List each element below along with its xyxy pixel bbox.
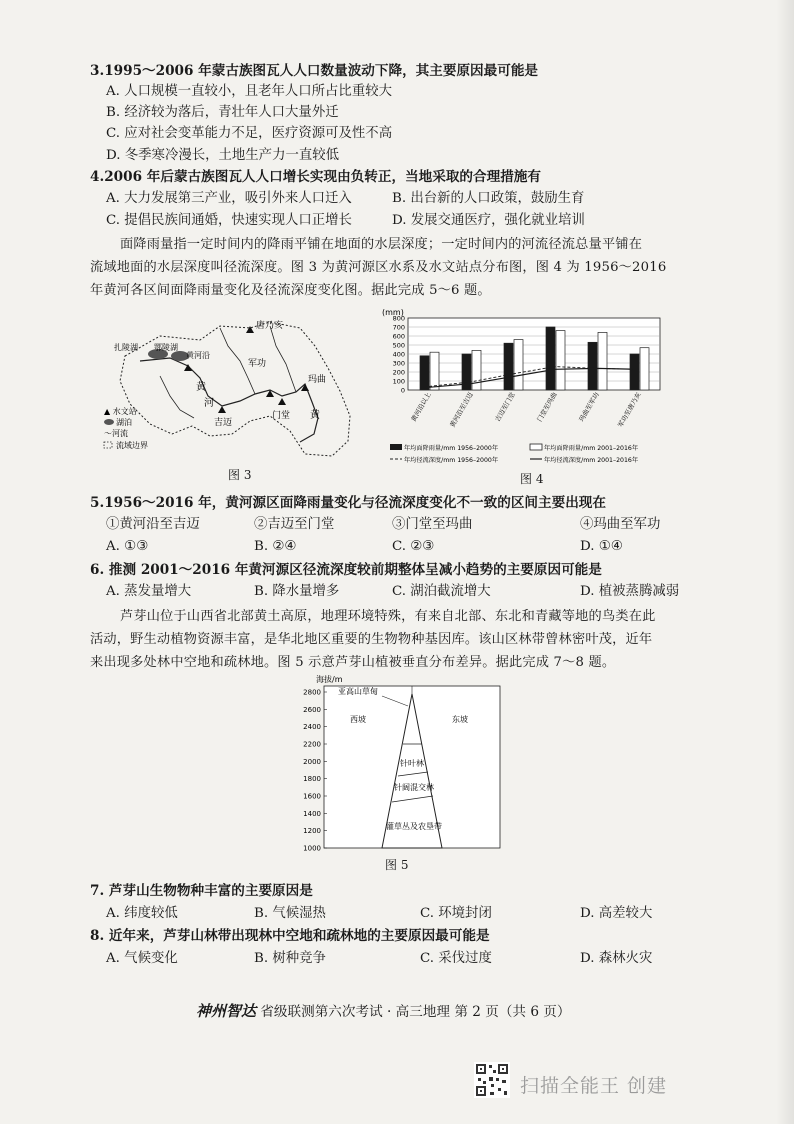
- q3-option-d[interactable]: D. 冬季寒冷漫长，土地生产力一直较低: [106, 148, 340, 163]
- q7-option-b[interactable]: B. 气候湿热: [254, 906, 326, 921]
- q8-option-b[interactable]: B. 树种竞争: [254, 951, 326, 966]
- fig3-caption: 图 3: [228, 468, 252, 482]
- q8-option-d[interactable]: D. 森林火灾: [580, 951, 653, 966]
- fig5-east: 东坡: [452, 715, 468, 724]
- fig5-tick-label: 1000: [303, 844, 321, 853]
- label-river-he: 河: [204, 398, 214, 409]
- bar-2-3: [514, 340, 523, 390]
- category-label-2: 黄河沿至吉迈: [448, 391, 475, 429]
- y-tick-label: 600: [392, 332, 405, 341]
- footer-text: 省级联测第六次考试 · 高三地理 第 2 页（共 6 页）: [256, 1004, 571, 1020]
- q4-option-d[interactable]: D. 发展交通医疗，强化就业培训: [392, 213, 585, 228]
- legend4-label: 年均径流深度/mm 2001–2016年: [544, 457, 639, 464]
- fig5-diagram: [290, 672, 510, 856]
- q4-stem: 4.2006 年后蒙古族图瓦人人口增长实现由负转正，当地采取的合理措施有: [90, 169, 541, 185]
- label-mentang: 门堂: [272, 411, 291, 421]
- passage1-line1: 面降雨量指一定时间内的降雨平铺在地面的水层深度；一定时间内的河流径流总量平铺在: [120, 237, 643, 252]
- river-trib2: [270, 326, 296, 392]
- legend-river: ～河流: [104, 429, 128, 438]
- fig3-map: [100, 306, 370, 466]
- q8-option-c[interactable]: C. 采伐过度: [420, 951, 492, 966]
- bar-2-4: [556, 331, 565, 390]
- legend1-swatch: [390, 444, 402, 450]
- fig5-tick-label: 2000: [303, 757, 321, 766]
- q5-option-b[interactable]: B. ②④: [254, 539, 297, 554]
- fig5-tick-label: 2800: [303, 688, 321, 697]
- q6-stem: 6. 推测 2001～2016 年黄河源区径流深度较前期整体呈减小趋势的主要原因可能是: [90, 562, 602, 578]
- fig5-tick-label: 1600: [303, 792, 321, 801]
- bar-1-3: [504, 343, 513, 390]
- fig4-caption: 图 4: [520, 472, 544, 486]
- y-tick-label: 500: [392, 341, 405, 350]
- q3-stem: 3.1995～2006 年蒙古族图瓦人人口数量波动下降，其主要原因最可能是: [90, 63, 539, 79]
- river-trib3: [160, 376, 194, 418]
- passage2-line1: 芦芽山位于山西省北部黄土高原，地理环境特殊，有来自北部、东北和青藏等地的鸟类在此: [120, 609, 656, 624]
- station-jimai: [218, 406, 226, 413]
- bar-2-2: [472, 350, 481, 390]
- fig5-zone-conifer: 针叶林: [400, 759, 424, 768]
- y-tick-label: 700: [392, 323, 405, 332]
- label-river-huang-2: 黄: [310, 410, 320, 421]
- q5-stem: 5.1956～2016 年，黄河源区面降雨量变化与径流深度变化不一致的区间主要出现在: [90, 495, 606, 511]
- fig5-tick-label: 2400: [303, 723, 321, 732]
- fig4-chart: [380, 306, 680, 470]
- q8-stem: 8. 近年来，芦芽山林带出现林中空地和疏林地的主要原因最可能是: [90, 928, 490, 944]
- q5-item-3: ③门堂至玛曲: [392, 517, 473, 532]
- y-tick-label: 0: [400, 386, 405, 395]
- q5-item-4: ④玛曲至军功: [580, 517, 661, 532]
- scan-edge-shadow: [776, 0, 794, 1124]
- category-label-1: 黄河沿以上: [409, 391, 433, 424]
- label-zhalinghu: 扎陵湖: [114, 343, 138, 352]
- fig5-zone-shrub: 灌草丛及农垦带: [386, 822, 442, 831]
- legend1-label: 年均面降雨量/mm 1956–2000年: [404, 445, 499, 452]
- y-tick-label: 800: [392, 314, 405, 323]
- q7-option-c[interactable]: C. 环境封闭: [420, 906, 492, 921]
- q7-option-d[interactable]: D. 高差较大: [580, 906, 653, 921]
- bar-1-1: [420, 356, 429, 390]
- fig5-tick-label: 1200: [303, 827, 321, 836]
- y-tick-label: 200: [392, 368, 405, 377]
- page-footer: [196, 1000, 570, 1021]
- station-maqu: [301, 384, 309, 391]
- fig5-west: 西坡: [350, 715, 366, 724]
- bar-1-5: [588, 342, 597, 390]
- q6-option-b[interactable]: B. 降水量增多: [254, 584, 340, 599]
- bar-2-6: [640, 348, 649, 390]
- y-ticks: [393, 315, 405, 395]
- legend-boundary: 流域边界: [116, 441, 148, 450]
- fig5-tick-label: 1800: [303, 775, 321, 784]
- y-tick-label: 100: [392, 377, 405, 386]
- fig5-peak-label: 亚高山草甸: [338, 687, 378, 696]
- q5-item-1: ①黄河沿至吉迈: [106, 517, 200, 532]
- q6-option-a[interactable]: A. 蒸发量增大: [106, 584, 192, 599]
- q5-option-a[interactable]: A. ①③: [106, 539, 149, 554]
- y-tick-label: 300: [392, 359, 405, 368]
- scanner-watermark: 扫描全能王 创建: [520, 1075, 668, 1097]
- y-tick-label: 400: [392, 350, 405, 359]
- qr-code-icon: [474, 1062, 510, 1098]
- fig5-caption: 图 5: [385, 858, 409, 872]
- bar-2-1: [430, 352, 439, 390]
- q4-option-a[interactable]: A. 大力发展第三产业，吸引外来人口迁入: [106, 191, 352, 206]
- q4-option-b[interactable]: B. 出台新的人口政策，鼓励生育: [392, 191, 585, 206]
- q4-option-c[interactable]: C. 提倡民族间通婚，快速实现人口正增长: [106, 213, 352, 228]
- category-label-4: 门堂至玛曲: [535, 391, 559, 424]
- label-jungong: 军功: [248, 359, 267, 369]
- fig4-unit: (mm): [382, 308, 404, 317]
- q3-option-a[interactable]: A. 人口规模一直较小，且老年人口所占比重较大: [106, 84, 392, 99]
- category-label-6: 军功至唐乃亥: [616, 391, 643, 429]
- q6-option-c[interactable]: C. 湖泊截流增大: [392, 584, 491, 599]
- label-maqu: 玛曲: [308, 375, 327, 385]
- legend2-label: 年均面降雨量/mm 2001–2016年: [544, 445, 639, 452]
- label-river-huang: 黄: [196, 382, 206, 393]
- category-label-5: 玛曲至军功: [577, 391, 601, 424]
- q5-option-c[interactable]: C. ②③: [392, 539, 435, 554]
- passage1-line3: 年黄河各区间面降雨量变化及径流深度变化图。据此完成 5～6 题。: [90, 283, 491, 298]
- q5-item-2: ②吉迈至门堂: [254, 517, 335, 532]
- q3-option-b[interactable]: B. 经济较为落后，青壮年人口大量外迁: [106, 105, 339, 120]
- passage2-line2: 活动，野生动植物资源丰富，是华北地区重要的生物物种基因库。该山区林带曾林密叶茂，近年: [90, 632, 653, 647]
- bar-1-4: [546, 327, 555, 390]
- q6-option-d[interactable]: D. 植被蒸腾减弱: [580, 584, 680, 599]
- fig5-tick-label: 1400: [303, 809, 321, 818]
- station-mentang: [278, 398, 286, 405]
- legend-lake: 湖泊: [116, 418, 132, 427]
- q5-option-d[interactable]: D. ①④: [580, 539, 623, 554]
- q7-stem: 7. 芦芽山生物物种丰富的主要原因是: [90, 883, 313, 899]
- category-labels: [409, 390, 643, 429]
- q8-option-a[interactable]: A. 气候变化: [106, 951, 178, 966]
- legend-station: ▲ 水文站: [104, 407, 137, 416]
- label-jimai: 吉迈: [214, 418, 233, 428]
- fig5-y-ticks: [303, 689, 327, 853]
- fig5-tick-label: 2200: [303, 740, 321, 749]
- bar-2-5: [598, 332, 607, 390]
- legend3-label: 年均径流深度/mm 1956–2000年: [404, 457, 499, 464]
- q3-option-c[interactable]: C. 应对社会变革能力不足，医疗资源可及性不高: [106, 126, 393, 141]
- fig5-zone-mixed: 针阔混交林: [394, 783, 434, 792]
- fig5-tick-label: 2600: [303, 705, 321, 714]
- label-elinghu: 鄂陵湖: [154, 343, 178, 352]
- passage2-line3: 来出现多处林中空地和疏林地。图 5 示意芦芽山植被垂直分布差异。据此完成 7～8 题。: [90, 655, 616, 670]
- footer-brand: 神州智达: [196, 1002, 257, 1020]
- category-label-3: 吉迈至门堂: [493, 391, 517, 424]
- label-huangheyan: 黄河沿: [186, 351, 210, 360]
- legend2-swatch: [530, 444, 542, 450]
- fig5-ylabel: 海拔/m: [316, 675, 343, 684]
- legend-lake-swatch: [104, 419, 114, 425]
- legend-boundary-swatch: [104, 442, 112, 448]
- passage1-line2: 流域地面的水层深度叫径流深度。图 3 为黄河源区水系及水文站点分布图，图 4 为 1956～2016: [90, 260, 667, 275]
- bar-1-6: [630, 354, 639, 390]
- river-main: [140, 358, 318, 442]
- q7-option-a[interactable]: A. 纬度较低: [106, 906, 178, 921]
- label-tangnaihai: 唐乃亥: [256, 321, 284, 331]
